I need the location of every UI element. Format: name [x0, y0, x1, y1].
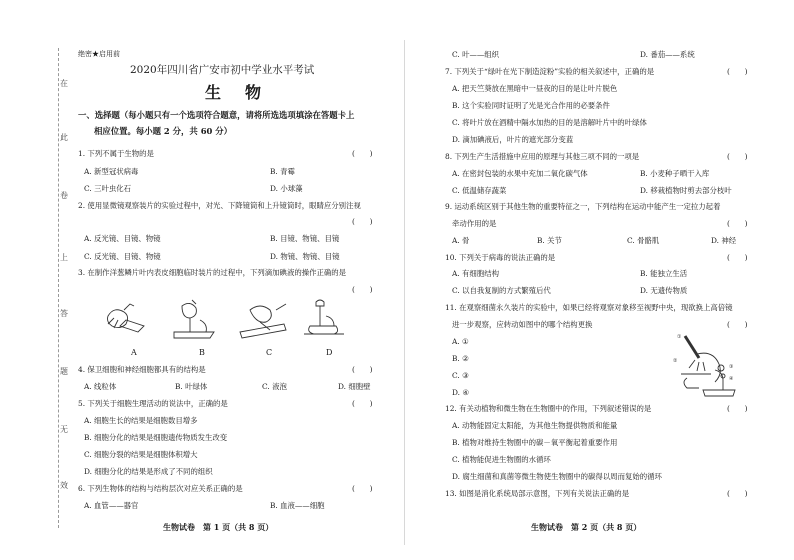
question-stem-line2: 进一步观察，应转动如图中的哪个结构更换 [452, 320, 593, 329]
option-d: D. 神经 [711, 236, 737, 245]
svg-text:④: ④ [729, 376, 734, 382]
answer-blank: ( ) [352, 399, 373, 408]
question-stem: 1. 下列不属于生物的是 [78, 149, 154, 158]
option-d: D. 腐生细菌和真菌等微生物使生物圈中的碳得以周而复始的循环 [452, 472, 662, 481]
binding-char: 题 [60, 367, 68, 376]
answer-blank: ( ) [727, 219, 748, 228]
option-d: D. 小球藻 [270, 184, 303, 193]
question-stem: 10. 下列关于病毒的说法正确的是 [445, 253, 556, 262]
dropper-operation-figures [100, 296, 360, 344]
question-stem: 5. 下列关于细胞生理活动的说法中，正确的是 [78, 399, 228, 408]
option-a: A. 在密封包装的水果中充加二氧化碳气体 [452, 169, 588, 178]
option-b: B. 目镜、物镜、目镜 [270, 234, 340, 243]
option-b: B. 叶绿体 [175, 382, 208, 391]
answer-blank: ( ) [352, 285, 373, 294]
option-a: A. ① [452, 337, 469, 346]
option-d: D. 滴加碘液后，叶片的遮光部分变蓝 [452, 135, 574, 144]
figure-b-icon [174, 300, 214, 338]
option-c: C. ③ [452, 371, 469, 380]
binding-char: 答 [60, 309, 68, 318]
exam-title: 2020年四川省广安市初中学业水平考试 [130, 64, 315, 76]
svg-text:①: ① [677, 334, 682, 340]
secret-mark: 绝密★启用前 [78, 50, 120, 58]
question-stem: 12. 有关动植物和微生物在生物圈中的作用，下列叙述错误的是 [445, 404, 652, 413]
binding-char: 在 [60, 79, 68, 88]
answer-blank: ( ) [727, 253, 748, 262]
figure-c-icon [240, 304, 286, 338]
binding-char: 此 [60, 133, 68, 142]
option-c: C. 低温储存蔬菜 [452, 186, 507, 195]
question-stem-line2: 牵动作用的是 [452, 219, 497, 228]
option-b: B. 小麦种子晒干入库 [640, 169, 710, 178]
option-d: D. 物镜、物镜、目镜 [270, 252, 340, 261]
option-d: D. 细胞壁 [338, 382, 371, 391]
section-heading: 一、选择题（每小题只有一个选项符合题意，请将所选选项填涂在答题卡上 [78, 110, 355, 120]
option-b: B. 植物对维持生物圈中的碳－氧平衡起着重要作用 [452, 438, 618, 447]
option-c: C. 将叶片放在酒精中隔水加热的目的是溶解叶片中的叶绿体 [452, 118, 647, 127]
section-heading-line2: 相应位置。每小题 2 分，共 60 分） [94, 126, 233, 136]
figure-d-icon [304, 300, 344, 334]
svg-text:②: ② [673, 358, 678, 364]
exam-page-2 [405, 0, 794, 560]
subject-title: 生 物 [205, 83, 266, 102]
option-d: D. 无遗传物质 [640, 286, 688, 295]
option-d: D. 移栽植物时剪去部分枝叶 [640, 186, 732, 195]
option-c: C. 以自我复制的方式繁殖后代 [452, 286, 551, 295]
option-b: B. 关节 [537, 236, 562, 245]
answer-blank: ( ) [727, 489, 748, 498]
figure-label-c: C [266, 348, 273, 357]
figure-label-b: B [199, 348, 205, 357]
question-stem: 3. 在制作洋葱鳞片叶内表皮细胞临时装片的过程中，下列滴加碘液的操作正确的是 [78, 268, 347, 277]
option-a: A. 动物能固定太阳能，为其他生物提供物质和能量 [452, 421, 618, 430]
question-stem: 13. 如图是消化系统局部示意图，下列有关说法正确的是 [445, 489, 630, 498]
option-c: C. 液泡 [262, 382, 287, 391]
page-footer: 生物试卷 第 1 页（共 8 页） [163, 522, 274, 532]
binding-char: 无 [60, 425, 68, 434]
question-stem: 4. 保卫细胞和神经细胞都具有的结构是 [78, 365, 206, 374]
option-c: C. 骨骼肌 [627, 236, 660, 245]
answer-blank: ( ) [727, 152, 748, 161]
question-stem: 6. 下列生物体的结构与结构层次对应关系正确的是 [78, 484, 243, 493]
option-c: C. 反光镜、目镜、物镜 [84, 252, 161, 261]
answer-blank: ( ) [352, 149, 373, 158]
answer-blank: ( ) [352, 365, 373, 374]
option-b: B. ② [452, 354, 469, 363]
answer-blank: ( ) [352, 484, 373, 493]
option-b: B. 能独立生活 [640, 269, 688, 278]
page-footer: 生物试卷 第 2 页（共 8 页） [531, 522, 642, 532]
question-stem: 7. 下列关于“绿叶在光下制造淀粉”实验的相关叙述中，正确的是 [445, 67, 655, 76]
binding-char: 效 [60, 481, 68, 490]
option-c: C. 细胞分裂的结果是细胞体积增大 [84, 450, 198, 459]
answer-blank: ( ) [352, 217, 373, 226]
option-a: A. 骨 [452, 236, 470, 245]
binding-char: 卷 [60, 191, 68, 200]
microscope-icon [667, 330, 739, 400]
option-c: C. 植物能促进生物圈的水循环 [452, 455, 551, 464]
binding-char: 上 [60, 253, 68, 262]
option-b: B. 血液——细胞 [270, 501, 325, 510]
option-a: A. 新型冠状病毒 [84, 167, 139, 176]
svg-text:③: ③ [729, 364, 734, 370]
binding-dashed-line [58, 48, 59, 528]
option-b: B. 细胞分化的结果是细胞遗传物质发生改变 [84, 433, 228, 442]
option-c: C. 叶——组织 [452, 50, 500, 59]
question-stem: 8. 下列生产生活措施中应用的原理与其他三项不同的一项是 [445, 152, 640, 161]
option-a: A. 线粒体 [84, 382, 117, 391]
question-stem: 2. 使用显微镜观察装片的实验过程中，对光、下降镜筒和上升镜筒时，眼睛应分别注视 [78, 201, 361, 210]
figure-label-a: A [131, 348, 137, 357]
figure-a-icon [108, 304, 145, 332]
option-a: A. 细胞生长的结果是细胞数目增多 [84, 416, 198, 425]
option-a: A. 把天竺葵放在黑暗中一昼夜的目的是让叶片脱色 [452, 84, 618, 93]
option-b: B. 这个实验同时证明了光是光合作用的必要条件 [452, 101, 610, 110]
question-stem: 9. 运动系统区别于其他生物的重要特征之一，下列结构在运动中能产生一定拉力起着 [445, 202, 721, 211]
option-a: A. 有细胞结构 [452, 269, 499, 278]
answer-blank: ( ) [727, 67, 748, 76]
option-a: A. 反光镜、目镜、物镜 [84, 234, 161, 243]
option-d: D. 番茄——系统 [640, 50, 695, 59]
option-d: D. 细胞分化的结果是形成了不同的组织 [84, 467, 213, 476]
figure-label-d: D [326, 348, 333, 357]
option-d: D. ④ [452, 388, 469, 397]
option-b: B. 青霉 [270, 167, 295, 176]
question-stem: 11. 在观察细菌永久装片的实验中，如果已经将观察对象移至视野中央，现欲换上高倍镜 [445, 303, 733, 312]
answer-blank: ( ) [727, 404, 748, 413]
option-c: C. 三叶虫化石 [84, 184, 132, 193]
option-a: A. 血管——器官 [84, 501, 139, 510]
answer-blank: ( ) [727, 320, 748, 329]
